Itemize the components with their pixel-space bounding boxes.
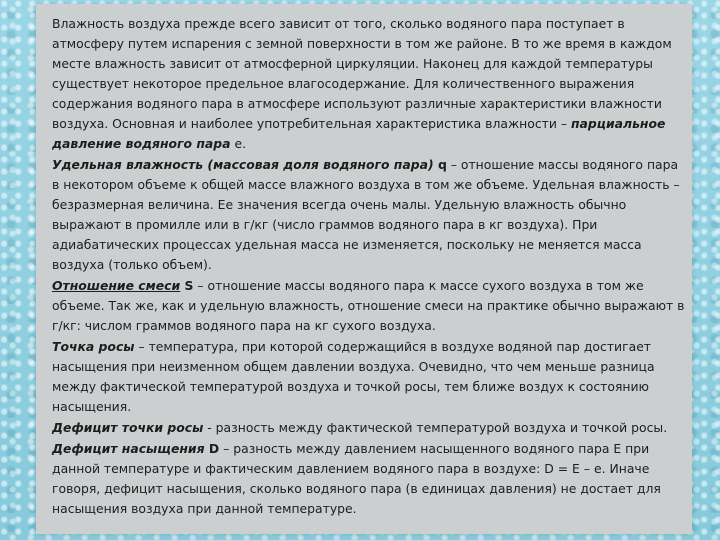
paragraph-specific-humidity <box>52 155 686 275</box>
paragraph-text: – отношение массы водяного пара в некотором объеме к общей массе влажного воздуха в том же объеме. Удельная влажность – безразмерная величина. Ее значения всегда очень малы. Удельную влажность обычно выражают в промилле или в г/кг (число граммов водяного пара в кг воздуха). При адиабатических процессах удельная масса не изменяется, поскольку не меняется масса воздуха (только объем). <box>52 157 680 272</box>
paragraph-text: – отношение массы водяного пара к массе сухого воздуха в том же объеме. Так же, как и удельную влажность, отношение смеси на практике обычно выражают в г/кг: числом граммов водяного пара на кг сухого воздуха. <box>52 278 685 333</box>
symbol-s: S <box>180 278 194 293</box>
paragraph-end: . <box>242 136 247 151</box>
term-mixing-ratio: Отношение смеси <box>52 278 181 293</box>
paragraph-dew-point <box>52 337 686 417</box>
symbol-q: q <box>433 157 447 172</box>
paragraph-saturation-deficit <box>52 439 686 519</box>
symbol-d: D <box>204 441 220 456</box>
paragraph-dew-point-deficit <box>52 418 686 438</box>
paragraph-humidity-intro <box>52 14 686 154</box>
document-body <box>52 14 686 520</box>
paragraph-text: – температура, при которой содержащийся в воздухе водяной пар достигает насыщения при неизменном общем давлении воздуха. Очевидно, что чем меньше разница между фактической температурой воздуха и точкой росы, тем ближе воздух к состоянию насыщения. <box>52 339 655 414</box>
term-dew-point-deficit: Дефицит точки росы <box>52 420 204 435</box>
symbol-e: е <box>230 136 243 151</box>
paragraph-text: – разность между давлением насыщенного водяного пара E при данной температуре и фактическим давлением водяного пара в воздухе: D = E – e. Иначе говоря, дефицит насыщения, сколько водяного пара (в единицах давления) не достает для насыщения воздуха при данной температуре. <box>52 441 661 516</box>
term-partial-pressure: парциальное давление водяного пара <box>52 116 666 151</box>
paragraph-text: Влажность воздуха прежде всего зависит от того, сколько водяного пара поступает в атмосферу путем испарения с земной поверхности в том же районе. В то же время в каждом месте влажность зависит от атмосферной циркуляции. Наконец для каждой температуры существует некоторое предельное влагосодержание. Для количественного выражения содержания водяного пара в атмосфере используют различные характеристики влажности воздуха. Основная и наиболее употребительная характеристика влажности – <box>52 16 672 131</box>
paragraph-mixing-ratio <box>52 276 686 336</box>
paragraph-text: - разность между фактической температурой воздуха и точкой росы. <box>203 420 668 435</box>
term-specific-humidity: Удельная влажность (массовая доля водяного пара) <box>52 157 434 172</box>
term-dew-point: Точка росы <box>52 339 135 354</box>
term-saturation-deficit: Дефицит насыщения <box>52 441 205 456</box>
